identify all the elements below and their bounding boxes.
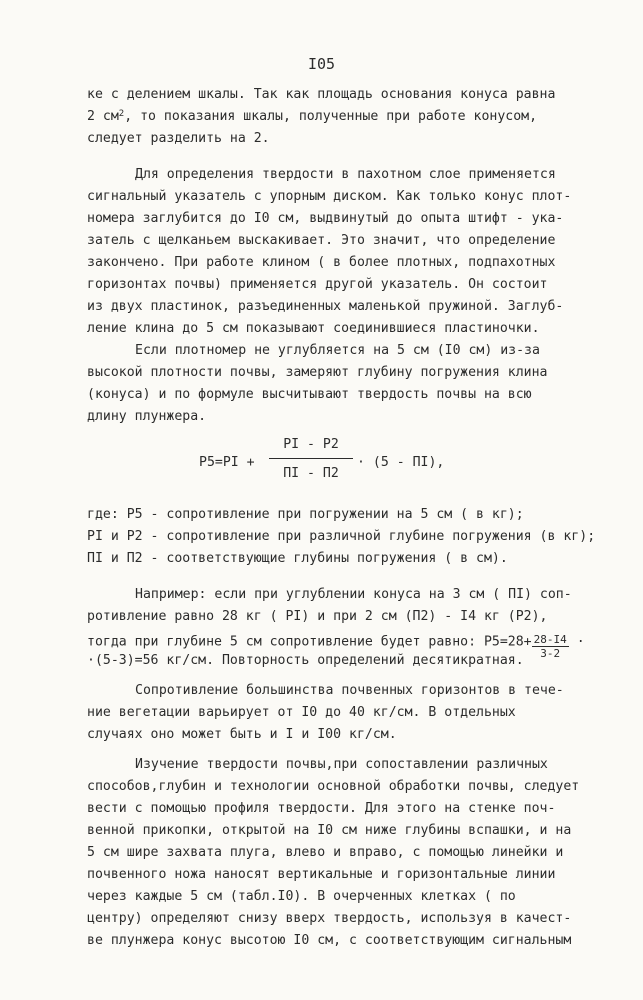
text-line: высокой плотности почвы, замеряют глубину погружения клина — [87, 365, 548, 380]
formula-tail: · (5 - ПI), — [357, 455, 445, 470]
text-line: где: P5 - сопротивление при погружении на 5 см ( в кг); — [87, 507, 524, 522]
text-line: закончено. При работе клином ( в более плотных, подпахотных — [87, 255, 556, 270]
text-fragment: тогда при глубине 5 см сопротивление будет равно: P5=28+ — [87, 634, 532, 650]
superscript: 2 — [118, 109, 125, 119]
text-line: Сопротивление большинства почвенных горизонтов в тече- — [135, 683, 564, 698]
text-line: через каждые 5 см (табл.I0). В очерченных клетках ( по — [87, 889, 516, 904]
text-line: тогда при глубине 5 см сопротивление будет равно: P5=28+ $\frac{28-I4}{3-2}$ · — [87, 633, 585, 660]
text-line: почвенного ножа наносят вертикальные и горизонтальные линии — [87, 867, 556, 882]
text-line: ве плунжера конус высотою I0 см, с соответствующим сигнальным — [87, 933, 572, 948]
text-line: ПI и П2 - соответствующие глубины погружения ( в см). — [87, 551, 508, 566]
text-line: венной прикопки, открытой на I0 см ниже глубины вспашки, и на — [87, 823, 572, 838]
formula-lhs: P5=PI + — [199, 455, 255, 470]
text-line: Для определения твердости в пахотном слое применяется — [135, 167, 556, 182]
text-line: затель с щелканьем выскакивает. Это значит, что определение — [87, 233, 556, 248]
text-line: Если плотномер не углубляется на 5 см (I0 см) из-за — [135, 343, 540, 358]
text-line: ление клина до 5 см показывают соединившиеся пластиночки. — [87, 321, 540, 336]
text-line: 2 $см^2$, то показания шкалы, полученные при работе конусом, — [87, 109, 538, 124]
text-line: PI и P2 - сопротивление при различной глубине погружения (в кг); — [87, 529, 596, 544]
text-line: из двух пластинок, разъединенных маленькой пружиной. Заглуб- — [87, 299, 564, 314]
text-line: центру) определяют снизу вверх твердость, используя в качест- — [87, 911, 572, 926]
text-line: длину плунжера. — [87, 409, 207, 424]
text-line: вести с помощью профиля твердости. Для этого на стенке поч- — [87, 801, 556, 816]
text-line: случаях оно может быть и I и I00 кг/см. — [87, 727, 397, 742]
formula-fraction — [269, 434, 353, 487]
formula — [87, 434, 587, 494]
text-line: ке с делением шкалы. Так как площадь основания конуса равна — [87, 87, 556, 102]
text-line: Изучение твердости почвы,при сопоставлении различных — [135, 757, 548, 772]
inline-denominator: 3-2 — [540, 647, 561, 660]
area-value: 2 см — [87, 109, 119, 124]
text-line: ротивление равно 28 кг ( PI) и при 2 см (П2) - I4 кг (P2), — [87, 609, 548, 624]
text-line: сигнальный указатель с упорным диском. Как только конус плот- — [87, 189, 572, 204]
text-line: ние вегетации варьирует от I0 до 40 кг/см. В отдельных — [87, 705, 516, 720]
text-line: ·(5-3)=56 кг/см. Повторность определений десятикратная. — [87, 653, 524, 668]
formula-numerator: PI - P2 — [269, 434, 353, 459]
text-line: (конуса) и по формуле высчитывают твердость почвы на всю — [87, 387, 532, 402]
formula-denominator: ПI - П2 — [283, 466, 339, 481]
body-text — [87, 84, 596, 952]
text-line: Например: если при углублении конуса на 3 см ( ПI) соп- — [135, 587, 572, 602]
page-number: I05 — [307, 55, 336, 73]
text-fragment: то показания шкалы, полученные при работе конусом, — [140, 109, 538, 124]
inline-numerator: 28-I4 — [533, 633, 567, 646]
inline-fraction — [532, 633, 569, 660]
text-line: способов,глубин и технологии основной обработки почвы, следует — [87, 779, 580, 794]
text-line: 5 см шире захвата плуга, влево и вправо, с помощью линейки и — [87, 845, 564, 860]
text-line: следует разделить на 2. — [87, 131, 270, 146]
text-line: номера заглубится до I0 см, выдвинутый до опыта штифт - ука- — [87, 211, 564, 226]
text-line: горизонтах почвы) применяется другой указатель. Он состоит — [87, 277, 548, 292]
